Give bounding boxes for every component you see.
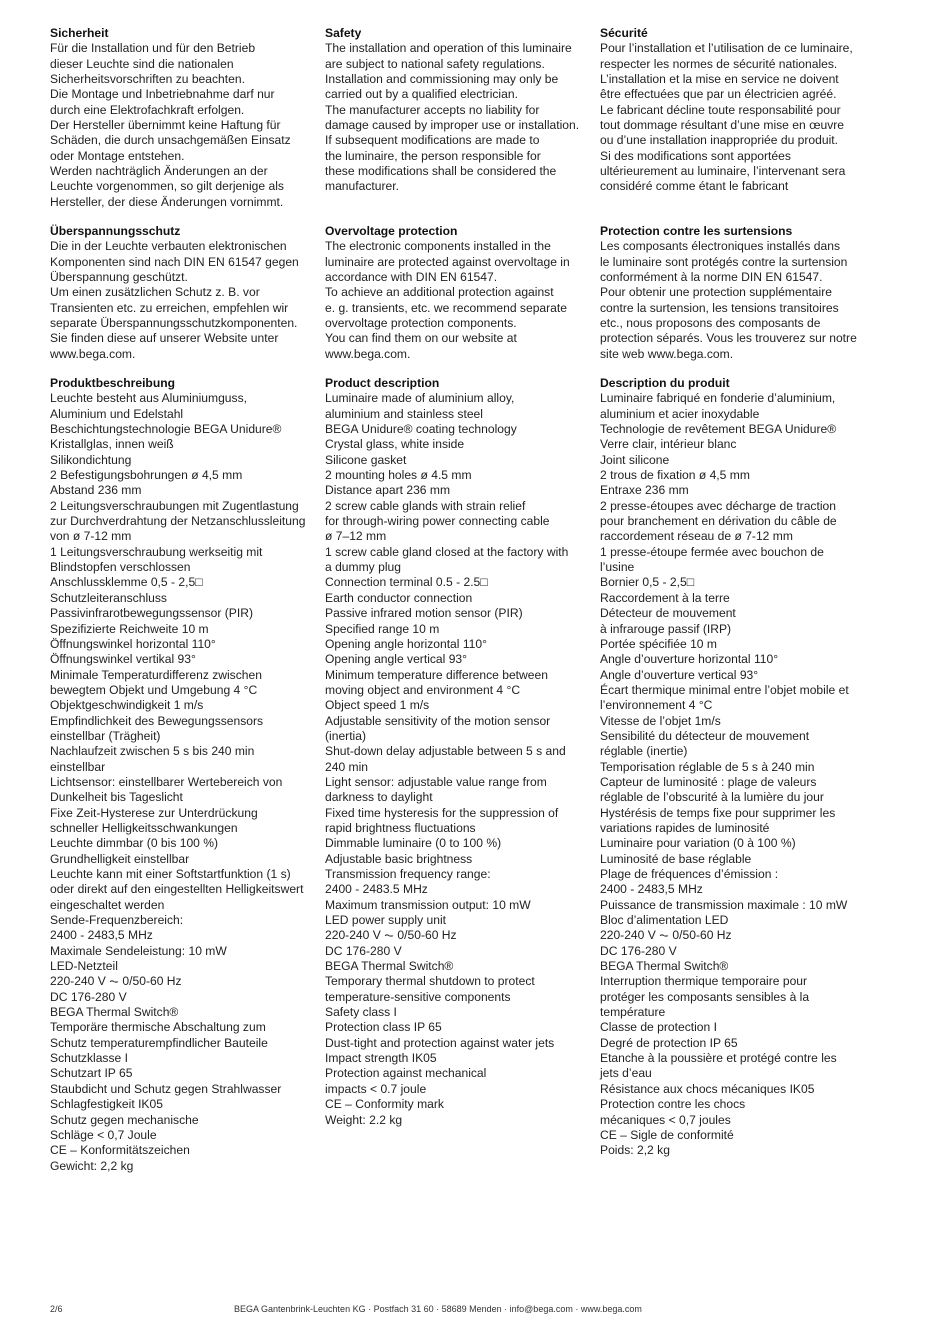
text-line: protection séparés. Vous les trouverez sur notre bbox=[600, 331, 857, 346]
text-line: tout dommage résultant d’une mise en œuvre bbox=[600, 118, 845, 133]
text-line: réglable (inertie) bbox=[600, 744, 688, 759]
text-line: Schutzleiteranschluss bbox=[50, 590, 167, 605]
text-line: a dummy plug bbox=[325, 560, 401, 575]
text-line: Maximale Sendeleistung: 10 mW bbox=[50, 943, 227, 958]
text-line: Protection contre les chocs bbox=[600, 1097, 746, 1112]
text-line: are subject to national safety regulations. bbox=[325, 56, 545, 71]
safety-section bbox=[50, 26, 312, 210]
text-line: Dunkelheit bis Tageslicht bbox=[50, 790, 183, 805]
text-line: CE – Konformitätszeichen bbox=[50, 1143, 190, 1158]
text-line: LED power supply unit bbox=[325, 913, 447, 928]
text-line: 1 Leitungsverschraubung werkseitig mit bbox=[50, 544, 263, 559]
text-line: Entraxe 236 mm bbox=[600, 483, 689, 498]
text-line: Protection against mechanical bbox=[325, 1066, 487, 1081]
text-line: Anschlussklemme 0,5 - 2,5□ bbox=[50, 575, 203, 590]
text-line: Shut-down delay adjustable between 5 s and bbox=[325, 744, 566, 759]
text-line: oder direkt auf den eingestellten Helligkeitswert bbox=[50, 882, 304, 897]
text-line: Capteur de luminosité : plage de valeurs bbox=[600, 774, 817, 789]
text-line: 2 Leitungsverschraubungen mit Zugentlastung bbox=[50, 498, 299, 513]
text-line: contre la surtension, les tensions transitoires bbox=[600, 300, 839, 315]
text-line: Dust-tight and protection against water jets bbox=[325, 1035, 555, 1050]
text-line: Degré de protection IP 65 bbox=[600, 1035, 738, 1050]
text-line: Résistance aux chocs mécaniques IK05 bbox=[600, 1081, 815, 1096]
text-line: Bloc d’alimentation LED bbox=[600, 913, 729, 928]
text-line: The installation and operation of this luminaire bbox=[325, 41, 572, 56]
text-line: (inertia) bbox=[325, 728, 366, 743]
text-line: protéger les composants sensibles à la bbox=[600, 989, 810, 1004]
text-line: Schutz gegen mechanische bbox=[50, 1112, 199, 1127]
text-line: pour branchement en dérivation du câble de bbox=[600, 514, 837, 529]
text-line: Puissance de transmission maximale : 10 mW bbox=[600, 897, 848, 912]
text-line: Poids: 2,2 kg bbox=[600, 1143, 670, 1158]
text-line: Passivinfrarotbewegungssensor (PIR) bbox=[50, 606, 253, 621]
text-line: Verre clair, intérieur blanc bbox=[600, 437, 737, 452]
text-line: Sicherheitsvorschriften zu beachten. bbox=[50, 72, 245, 87]
text-line: Um einen zusätzlichen Schutz z. B. vor bbox=[50, 285, 260, 300]
text-line: Plage de fréquences d’émission : bbox=[600, 867, 779, 881]
text-line: To achieve an additional protection against bbox=[325, 285, 554, 300]
text-line: 2 screw cable glands with strain relief bbox=[325, 498, 526, 513]
text-line: Leuchte kann mit einer Softstartfunktion (1 s) bbox=[50, 867, 291, 881]
text-line: Impact strength IK05 bbox=[325, 1051, 437, 1066]
text-line: Connection terminal 0.5 - 2.5□ bbox=[325, 575, 488, 590]
text-line: Temporisation réglable de 5 s à 240 min bbox=[600, 759, 815, 774]
text-line: e. g. transients, etc. we recommend separate bbox=[325, 300, 567, 315]
text-line: considéré comme étant le fabricant bbox=[600, 179, 789, 194]
safety-section bbox=[325, 26, 587, 195]
text-line: l’environnement 4 °C bbox=[600, 698, 713, 713]
text-line: 1 screw cable gland closed at the factory with bbox=[325, 544, 569, 559]
text-line: You can find them on our website at bbox=[325, 331, 517, 346]
text-line: von ø 7-12 mm bbox=[50, 529, 132, 544]
text-line: Beschichtungstechnologie BEGA Unidure® bbox=[50, 422, 282, 437]
text-line: Für die Installation und für den Betrieb bbox=[50, 41, 256, 56]
text-line: Schutz temperaturempfindlicher Bauteile bbox=[50, 1035, 268, 1050]
section-heading: Protection contre les surtensions bbox=[600, 224, 793, 238]
text-line: Leuchte dimmbar (0 bis 100 %) bbox=[50, 836, 219, 851]
section-body bbox=[600, 391, 862, 1158]
text-line: If subsequent modifications are made to bbox=[325, 133, 540, 148]
text-line: Angle d’ouverture vertical 93° bbox=[600, 667, 759, 682]
text-line: 220-240 V ⏦ 0/50-60 Hz bbox=[50, 974, 182, 989]
product-section bbox=[325, 376, 587, 1128]
text-line: Minimum temperature difference between bbox=[325, 667, 548, 682]
text-line: Technologie de revêtement BEGA Unidure® bbox=[600, 422, 837, 437]
text-line: impacts < 0.7 joule bbox=[325, 1081, 427, 1096]
section-body bbox=[600, 239, 862, 362]
text-line: Classe de protection I bbox=[600, 1020, 717, 1035]
text-line: Protection class IP 65 bbox=[325, 1020, 442, 1035]
text-line: conformément à la norme DIN EN 61547. bbox=[600, 270, 823, 285]
text-line: variations rapides de luminosité bbox=[600, 820, 770, 835]
text-line: Der Hersteller übernimmt keine Haftung für bbox=[50, 118, 281, 133]
text-line: Luminaire made of aluminium alloy, bbox=[325, 391, 515, 406]
text-line: Öffnungswinkel horizontal 110° bbox=[50, 636, 216, 651]
text-line: Portée spécifiée 10 m bbox=[600, 636, 717, 651]
text-line: Schäden, die durch unsachgemäßen Einsatz bbox=[50, 133, 291, 148]
text-line: rapid brightness fluctuations bbox=[325, 820, 476, 835]
text-line: carried out by a qualified electrician. bbox=[325, 87, 518, 102]
text-line: Fixed time hysteresis for the suppression of bbox=[325, 805, 559, 820]
text-line: Transienten etc. zu erreichen, empfehlen wir bbox=[50, 300, 289, 315]
text-line: Pour l’installation et l’utilisation de ce luminaire, bbox=[600, 41, 853, 56]
text-line: eingeschaltet werden bbox=[50, 897, 165, 912]
text-line: ou d’une installation inappropriée du produit. bbox=[600, 133, 839, 148]
text-line: Si des modifications sont apportées bbox=[600, 148, 791, 163]
text-line: einstellbar bbox=[50, 759, 106, 774]
text-line: Abstand 236 mm bbox=[50, 483, 142, 498]
text-line: 2400 - 2483,5 MHz bbox=[600, 882, 703, 897]
section-body bbox=[325, 41, 587, 194]
text-line: 220-240 V ⏦ 0/50-60 Hz bbox=[600, 928, 732, 943]
section-heading: Description du produit bbox=[600, 376, 730, 390]
text-line: Fixe Zeit-Hysterese zur Unterdrückung bbox=[50, 805, 258, 820]
text-line: 2400 - 2483.5 MHz bbox=[325, 882, 428, 897]
text-line: bewegtem Objekt und Umgebung 4 °C bbox=[50, 682, 258, 697]
product-section bbox=[50, 376, 312, 1174]
text-line: Aluminium und Edelstahl bbox=[50, 406, 184, 421]
text-line: Hersteller, der diese Änderungen vornimmt. bbox=[50, 194, 284, 209]
text-line: zur Durchverdrahtung der Netzanschlussleitung bbox=[50, 514, 306, 529]
text-line: 2 Befestigungsbohrungen ø 4,5 mm bbox=[50, 468, 243, 483]
section-body bbox=[50, 41, 312, 210]
text-line: Leuchte besteht aus Aluminiumguss, bbox=[50, 391, 247, 406]
text-line: Temporäre thermische Abschaltung zum bbox=[50, 1020, 266, 1035]
text-line: Specified range 10 m bbox=[325, 621, 440, 636]
section-heading: Sicherheit bbox=[50, 26, 109, 40]
text-line: temperature-sensitive components bbox=[325, 989, 511, 1004]
text-line: these modifications shall be considered the bbox=[325, 164, 557, 179]
text-line: Interruption thermique temporaire pour bbox=[600, 974, 808, 989]
overvoltage-section bbox=[600, 224, 862, 362]
text-line: Blindstopfen verschlossen bbox=[50, 560, 191, 575]
text-line: BEGA Unidure® coating technology bbox=[325, 422, 517, 437]
text-line: Empfindlichkeit des Bewegungssensors bbox=[50, 713, 264, 728]
section-heading: Overvoltage protection bbox=[325, 224, 458, 238]
text-line: Die Montage und Inbetriebnahme darf nur bbox=[50, 87, 275, 102]
text-line: Bornier 0,5 - 2,5□ bbox=[600, 575, 695, 590]
text-line: Opening angle vertical 93° bbox=[325, 652, 467, 667]
text-line: Die in der Leuchte verbauten elektronischen bbox=[50, 239, 287, 254]
text-line: Leuchte vorgenommen, so gilt derjenige als bbox=[50, 179, 284, 194]
text-line: einstellbar (Trägheit) bbox=[50, 728, 161, 743]
overvoltage-section bbox=[325, 224, 587, 362]
text-line: DC 176-280 V bbox=[600, 943, 677, 958]
text-line: DC 176-280 V bbox=[325, 943, 402, 958]
text-line: durch eine Elektrofachkraft erfolgen. bbox=[50, 102, 245, 117]
text-line: accordance with DIN EN 61547. bbox=[325, 270, 498, 285]
text-line: Hystérésis de temps fixe pour supprimer les bbox=[600, 805, 836, 820]
product-section bbox=[600, 376, 862, 1159]
text-line: Luminaire fabriqué en fonderie d’aluminium, bbox=[600, 391, 836, 406]
text-line: Objektgeschwindigkeit 1 m/s bbox=[50, 698, 204, 713]
text-line: Adjustable sensitivity of the motion sensor bbox=[325, 713, 551, 728]
text-line: Silicone gasket bbox=[325, 452, 407, 467]
text-line: Schutzklasse I bbox=[50, 1051, 128, 1066]
text-line: Sensibilité du détecteur de mouvement bbox=[600, 728, 810, 743]
text-line: Light sensor: adjustable value range from bbox=[325, 774, 547, 789]
text-line: Object speed 1 m/s bbox=[325, 698, 430, 713]
text-line: raccordement réseau de ø 7-12 mm bbox=[600, 529, 793, 544]
text-line: luminaire are protected against overvoltage in bbox=[325, 254, 570, 269]
text-line: mécaniques < 0,7 joules bbox=[600, 1112, 731, 1127]
text-line: Öffnungswinkel vertikal 93° bbox=[50, 652, 196, 667]
text-line: être effectuées que par un électricien agréé. bbox=[600, 87, 837, 102]
text-line: Opening angle horizontal 110° bbox=[325, 636, 487, 651]
text-line: Sende-Frequenzbereich: bbox=[50, 913, 184, 928]
text-line: Transmission frequency range: bbox=[325, 867, 491, 881]
text-line: CE – Conformity mark bbox=[325, 1097, 444, 1112]
text-line: Gewicht: 2,2 kg bbox=[50, 1158, 134, 1173]
text-line: Écart thermique minimal entre l’objet mobile et bbox=[600, 682, 849, 697]
text-line: 1 presse-étoupe fermée avec bouchon de bbox=[600, 544, 824, 559]
section-heading: Produktbeschreibung bbox=[50, 376, 175, 390]
text-line: BEGA Thermal Switch® bbox=[600, 959, 729, 974]
text-line: Adjustable basic brightness bbox=[325, 851, 473, 866]
overvoltage-section bbox=[50, 224, 312, 362]
text-line: Angle d’ouverture horizontal 110° bbox=[600, 652, 779, 667]
text-line: Überspannung geschützt. bbox=[50, 270, 188, 285]
text-line: L’installation et la mise en service ne doivent bbox=[600, 72, 839, 87]
text-line: respecter les normes de sécurité nationales. bbox=[600, 56, 838, 71]
text-line: manufacturer. bbox=[325, 179, 399, 194]
text-line: 220-240 V ⏦ 0/50-60 Hz bbox=[325, 928, 457, 943]
section-body bbox=[600, 41, 862, 194]
text-line: jets d’eau bbox=[600, 1066, 652, 1081]
text-line: schneller Helligkeitsschwankungen bbox=[50, 820, 238, 835]
text-line: Raccordement à la terre bbox=[600, 590, 730, 605]
text-line: Luminosité de base réglable bbox=[600, 851, 752, 866]
text-line: Dimmable luminaire (0 to 100 %) bbox=[325, 836, 502, 851]
footer-address: BEGA Gantenbrink-Leuchten KG · Postfach 31 60 · 58689 Menden · info@bega.com · www.bega.com bbox=[234, 1304, 642, 1314]
text-line: www.bega.com. bbox=[325, 346, 411, 361]
text-line: Distance apart 236 mm bbox=[325, 483, 451, 498]
text-line: dieser Leuchte sind die nationalen bbox=[50, 56, 234, 71]
text-line: Silikondichtung bbox=[50, 452, 132, 467]
text-line: Schläge < 0,7 Joule bbox=[50, 1127, 157, 1142]
text-line: aluminium et acier inoxydable bbox=[600, 406, 760, 421]
text-line: LED-Netzteil bbox=[50, 959, 118, 974]
text-line: Joint silicone bbox=[600, 452, 670, 467]
section-body bbox=[50, 239, 312, 362]
text-line: Weight: 2.2 kg bbox=[325, 1112, 403, 1127]
text-line: Pour obtenir une protection supplémentaire bbox=[600, 285, 832, 300]
text-line: damage caused by improper use or installation. bbox=[325, 118, 580, 133]
text-line: Earth conductor connection bbox=[325, 590, 473, 605]
section-heading: Safety bbox=[325, 26, 362, 40]
text-line: Vitesse de l’objet 1m/s bbox=[600, 713, 721, 728]
text-line: The electronic components installed in the bbox=[325, 239, 551, 254]
text-line: BEGA Thermal Switch® bbox=[325, 959, 454, 974]
text-line: 240 min bbox=[325, 759, 369, 774]
text-line: l’usine bbox=[600, 560, 635, 575]
section-body bbox=[325, 239, 587, 362]
text-line: moving object and environment 4 °C bbox=[325, 682, 521, 697]
text-line: Luminaire pour variation (0 à 100 %) bbox=[600, 836, 796, 851]
text-line: etc., nous proposons des composants de bbox=[600, 316, 821, 331]
text-line: Etanche à la poussière et protégé contre les bbox=[600, 1051, 837, 1066]
text-line: The manufacturer accepts no liability for bbox=[325, 102, 540, 117]
text-line: overvoltage protection components. bbox=[325, 316, 517, 331]
section-heading: Überspannungsschutz bbox=[50, 224, 181, 238]
text-line: réglable de l’obscurité à la lumière du jour bbox=[600, 790, 824, 805]
text-line: for through-wiring power connecting cable bbox=[325, 514, 550, 529]
text-line: Grundhelligkeit einstellbar bbox=[50, 851, 190, 866]
text-line: Nachlaufzeit zwischen 5 s bis 240 min bbox=[50, 744, 255, 759]
text-line: site web www.bega.com. bbox=[600, 346, 734, 361]
text-line: Schutzart IP 65 bbox=[50, 1066, 133, 1081]
text-line: DC 176-280 V bbox=[50, 989, 127, 1004]
text-line: www.bega.com. bbox=[50, 346, 136, 361]
text-line: 2 presse-étoupes avec décharge de traction bbox=[600, 498, 836, 513]
text-line: darkness to daylight bbox=[325, 790, 433, 805]
text-line: the luminaire, the person responsible for bbox=[325, 148, 541, 163]
text-line: Werden nachträglich Änderungen an der bbox=[50, 164, 268, 179]
text-line: à infrarouge passif (IRP) bbox=[600, 621, 732, 636]
text-line: Sie finden diese auf unserer Website unter bbox=[50, 331, 279, 346]
text-line: oder Montage entstehen. bbox=[50, 148, 185, 163]
text-line: température bbox=[600, 1005, 666, 1020]
text-line: le luminaire sont protégés contre la surtension bbox=[600, 254, 848, 269]
text-line: Schlagfestigkeit IK05 bbox=[50, 1097, 163, 1112]
text-line: Les composants électroniques installés dans bbox=[600, 239, 840, 254]
section-heading: Product description bbox=[325, 376, 440, 390]
text-line: Temporary thermal shutdown to protect bbox=[325, 974, 535, 989]
text-line: Minimale Temperaturdifferenz zwischen bbox=[50, 667, 262, 682]
text-line: Komponenten sind nach DIN EN 61547 gegen bbox=[50, 254, 299, 269]
text-line: aluminium and stainless steel bbox=[325, 406, 483, 421]
text-line: Kristallglas, innen weiß bbox=[50, 437, 174, 452]
text-line: Détecteur de mouvement bbox=[600, 606, 736, 621]
text-line: CE – Sigle de conformité bbox=[600, 1127, 734, 1142]
text-line: ultérieurement au luminaire, l’intervenant sera bbox=[600, 164, 846, 179]
page-number: 2/6 bbox=[50, 1304, 63, 1314]
text-line: BEGA Thermal Switch® bbox=[50, 1005, 179, 1020]
text-line: 2 mounting holes ø 4.5 mm bbox=[325, 468, 472, 483]
safety-section bbox=[600, 26, 862, 195]
text-line: Maximum transmission output: 10 mW bbox=[325, 897, 531, 912]
text-line: Crystal glass, white inside bbox=[325, 437, 465, 452]
text-line: Le fabricant décline toute responsabilité pour bbox=[600, 102, 841, 117]
text-line: Passive infrared motion sensor (PIR) bbox=[325, 606, 523, 621]
section-body bbox=[325, 391, 587, 1128]
text-line: separate Überspannungsschutzkomponenten. bbox=[50, 316, 298, 331]
text-line: 2400 - 2483,5 MHz bbox=[50, 928, 153, 943]
text-line: Spezifizierte Reichweite 10 m bbox=[50, 621, 209, 636]
text-line: 2 trous de fixation ø 4,5 mm bbox=[600, 468, 750, 483]
text-line: Safety class I bbox=[325, 1005, 397, 1020]
section-body bbox=[50, 391, 312, 1174]
text-line: Lichtsensor: einstellbarer Wertebereich von bbox=[50, 774, 283, 789]
text-line: Staubdicht und Schutz gegen Strahlwasser bbox=[50, 1081, 282, 1096]
text-line: Installation and commissioning may only be bbox=[325, 72, 559, 87]
section-heading: Sécurité bbox=[600, 26, 648, 40]
text-line: ø 7–12 mm bbox=[325, 529, 387, 544]
